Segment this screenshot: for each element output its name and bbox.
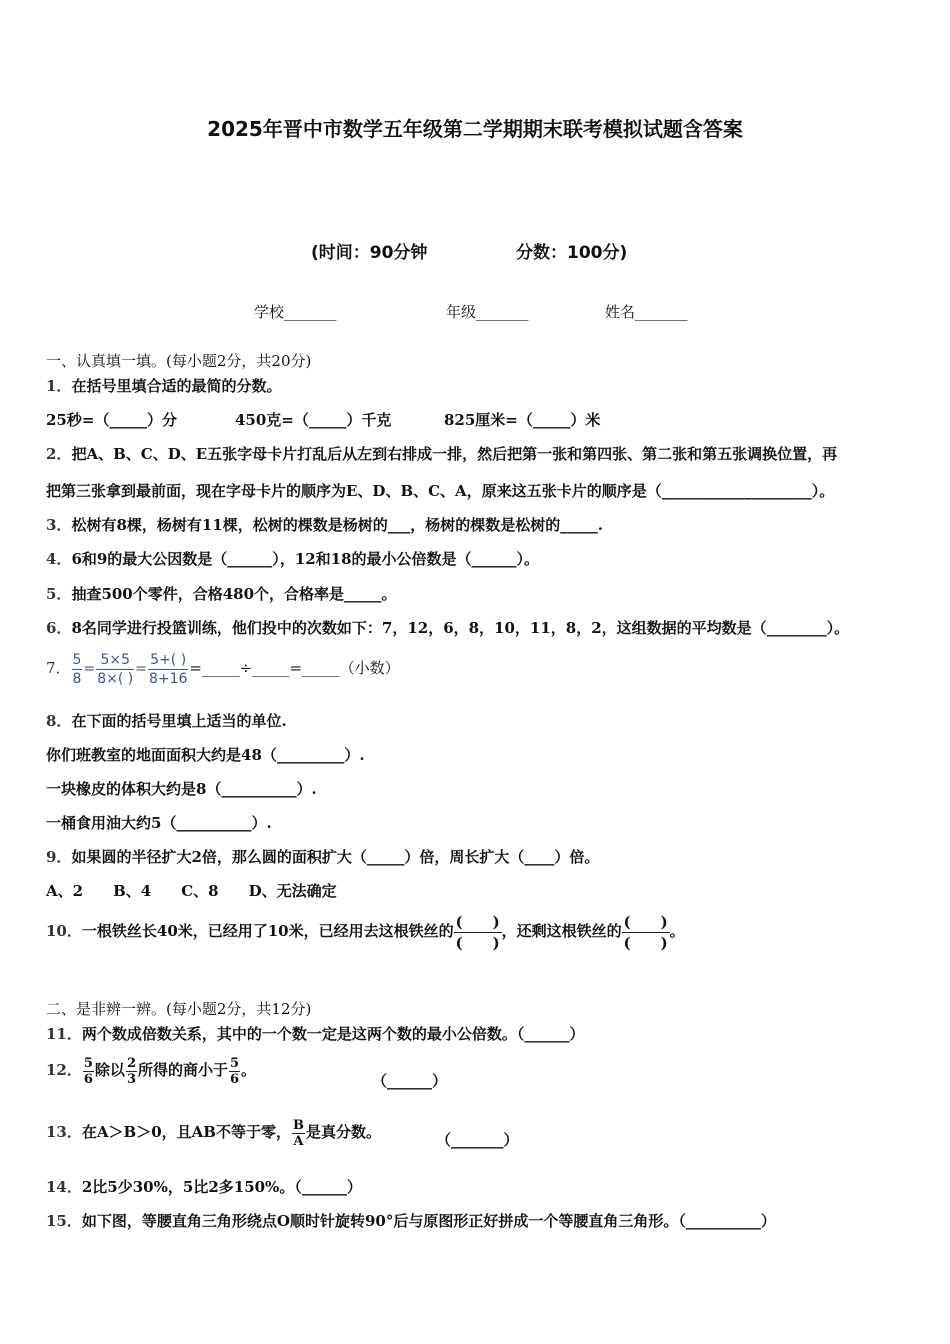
fraction [292, 1118, 305, 1149]
question-9 [46, 847, 599, 867]
q13-answer-blank: （_______） [436, 1131, 519, 1149]
score-label: 分数：100分) [516, 243, 628, 263]
q1-item-c: 825厘米=（_____）米 [444, 411, 601, 429]
question-text: 松树有8棵，杨树有11棵，松树的棵数是杨树的___，杨树的棵数是松树的_____. [71, 516, 603, 534]
fraction [96, 651, 134, 688]
question-number: 3． [46, 516, 72, 534]
question-3 [46, 515, 603, 535]
q7-tail: =_____÷_____=_____（小数） [189, 659, 400, 677]
question-text: 是真分数。 [305, 1123, 381, 1141]
question-number: 9． [46, 848, 72, 866]
equals-sign: = [83, 661, 96, 677]
question-2 [46, 444, 837, 464]
numerator: 2 [126, 1055, 136, 1071]
question-text: 2比5少30%，5比2多150%。（______） [81, 1178, 362, 1196]
question-text: 所得的商小于 [137, 1061, 228, 1079]
numerator-blank: ( ) [623, 912, 668, 931]
fraction [72, 651, 83, 688]
fraction-blank [622, 912, 670, 953]
question-text: 两个数成倍数关系，其中的一个数一定是这两个数的最小公倍数。（______） [81, 1025, 585, 1043]
denominator: 6 [83, 1071, 93, 1087]
numerator: 5 [72, 651, 82, 668]
q8-item-c: 一桶食用油大约5（__________）. [46, 814, 272, 832]
question-number: 6． [46, 619, 72, 637]
denominator: 6 [230, 1071, 240, 1087]
question-number: 13． [46, 1123, 82, 1141]
question-text: 除以 [94, 1061, 125, 1079]
q1-item-b: 450克=（_____）千克 [235, 411, 392, 429]
numerator: 5 [230, 1055, 240, 1071]
denominator: 8×( ) [97, 670, 134, 687]
question-text: 在括号里填合适的最简的分数。 [71, 377, 282, 395]
question-number: 7． [46, 659, 71, 677]
question-number: 11． [46, 1025, 82, 1043]
section-2-heading: 二、是非辨一辨。(每小题2分，共12分) [46, 1000, 312, 1018]
question-number: 2． [46, 445, 72, 463]
question-number: 4． [46, 550, 72, 568]
question-text: 6和9的最大公因数是（______），12和18的最小公倍数是（______）。 [71, 550, 540, 568]
q8-item-b: 一块橡皮的体积大约是8（__________）. [46, 780, 317, 798]
fraction-blank [454, 912, 502, 953]
numerator: B [292, 1117, 304, 1133]
q1-item-a: 25秒=（_____）分 [46, 411, 177, 429]
fraction [229, 1056, 240, 1087]
question-8 [46, 711, 287, 731]
question-number: 12． [46, 1061, 82, 1079]
fraction [148, 651, 188, 688]
question-7 [46, 648, 400, 689]
question-number: 14． [46, 1178, 82, 1196]
question-text-end: 。 [669, 922, 685, 940]
q9-options: A、2 B、4 C、8 D、无法确定 [46, 882, 337, 900]
question-number: 1． [46, 377, 72, 395]
question-text: 在下面的括号里填上适当的单位. [71, 712, 287, 730]
question-number: 8． [46, 712, 72, 730]
school-field: 学校_______ [254, 303, 337, 321]
question-4 [46, 549, 539, 569]
time-label: (时间：90分钟 [311, 243, 428, 263]
grade-field: 年级_______ [446, 303, 529, 321]
question-2-line-2: 把第三张拿到最前面，现在字母卡片的顺序为E、D、B、C、A，原来这五张卡片的顺序是（____________________）。 [46, 482, 835, 500]
question-text: 如果圆的半径扩大2倍，那么圆的面积扩大（_____）倍，周长扩大（____）倍。 [71, 848, 600, 866]
question-15 [46, 1211, 776, 1231]
question-text: 一根铁丝长40米，已经用了10米，已经用去这根铁丝的 [81, 922, 454, 940]
fraction [126, 1056, 137, 1087]
question-11 [46, 1024, 584, 1044]
denominator: 3 [126, 1071, 136, 1087]
denominator-blank: ( ) [455, 933, 500, 952]
question-12 [46, 1052, 256, 1088]
denominator-blank: ( ) [623, 933, 668, 952]
q12-answer-blank: （______） [372, 1072, 448, 1090]
question-text: 如下图，等腰直角三角形绕点O顺时针旋转90°后与原图形正好拼成一个等腰直角三角形。（__________） [81, 1212, 776, 1230]
question-text-mid: ，还剩这根铁丝的 [501, 922, 622, 940]
q7-equation-image [71, 649, 190, 689]
numerator: 5×5 [96, 651, 134, 670]
numerator: 5 [83, 1055, 93, 1071]
question-14 [46, 1177, 362, 1197]
question-text: 8名同学进行投篮训练，他们投中的次数如下：7，12，6，8，10，11，8，2，这组数据的平均数是（________）。 [71, 619, 850, 637]
page-title: 2025年晋中市数学五年级第二学期期末联考模拟试题含答案 [207, 117, 743, 141]
section-1-heading: 一、认真填一填。(每小题2分，共20分) [46, 352, 312, 370]
question-text: 把A、B、C、D、E五张字母卡片打乱后从左到右排成一排，然后把第一张和第四张、第二张和第五张调换位置，再 [71, 445, 838, 463]
q8-item-a: 你们班教室的地面面积大约是48（_________）. [46, 746, 365, 764]
fraction [83, 1056, 94, 1087]
question-13 [46, 1112, 381, 1152]
equals-sign: = [135, 661, 147, 677]
numerator-blank: ( ) [455, 912, 500, 931]
denominator: 8+16 [148, 670, 188, 687]
question-number: 10． [46, 922, 82, 940]
question-text: 。 [241, 1061, 257, 1079]
name-field: 姓名_______ [605, 303, 688, 321]
numerator: 5+( ) [148, 651, 188, 670]
question-text: 抽查500个零件，合格480个，合格率是_____。 [71, 585, 397, 603]
question-5 [46, 584, 397, 604]
question-10 [46, 911, 685, 953]
question-number: 15． [46, 1212, 82, 1230]
question-text: 在A＞B＞0，且AB不等于零， [81, 1123, 291, 1141]
denominator: A [293, 1133, 304, 1149]
question-6 [46, 618, 849, 638]
question-1 [46, 376, 281, 396]
denominator: 8 [72, 670, 82, 687]
question-number: 5． [46, 585, 72, 603]
